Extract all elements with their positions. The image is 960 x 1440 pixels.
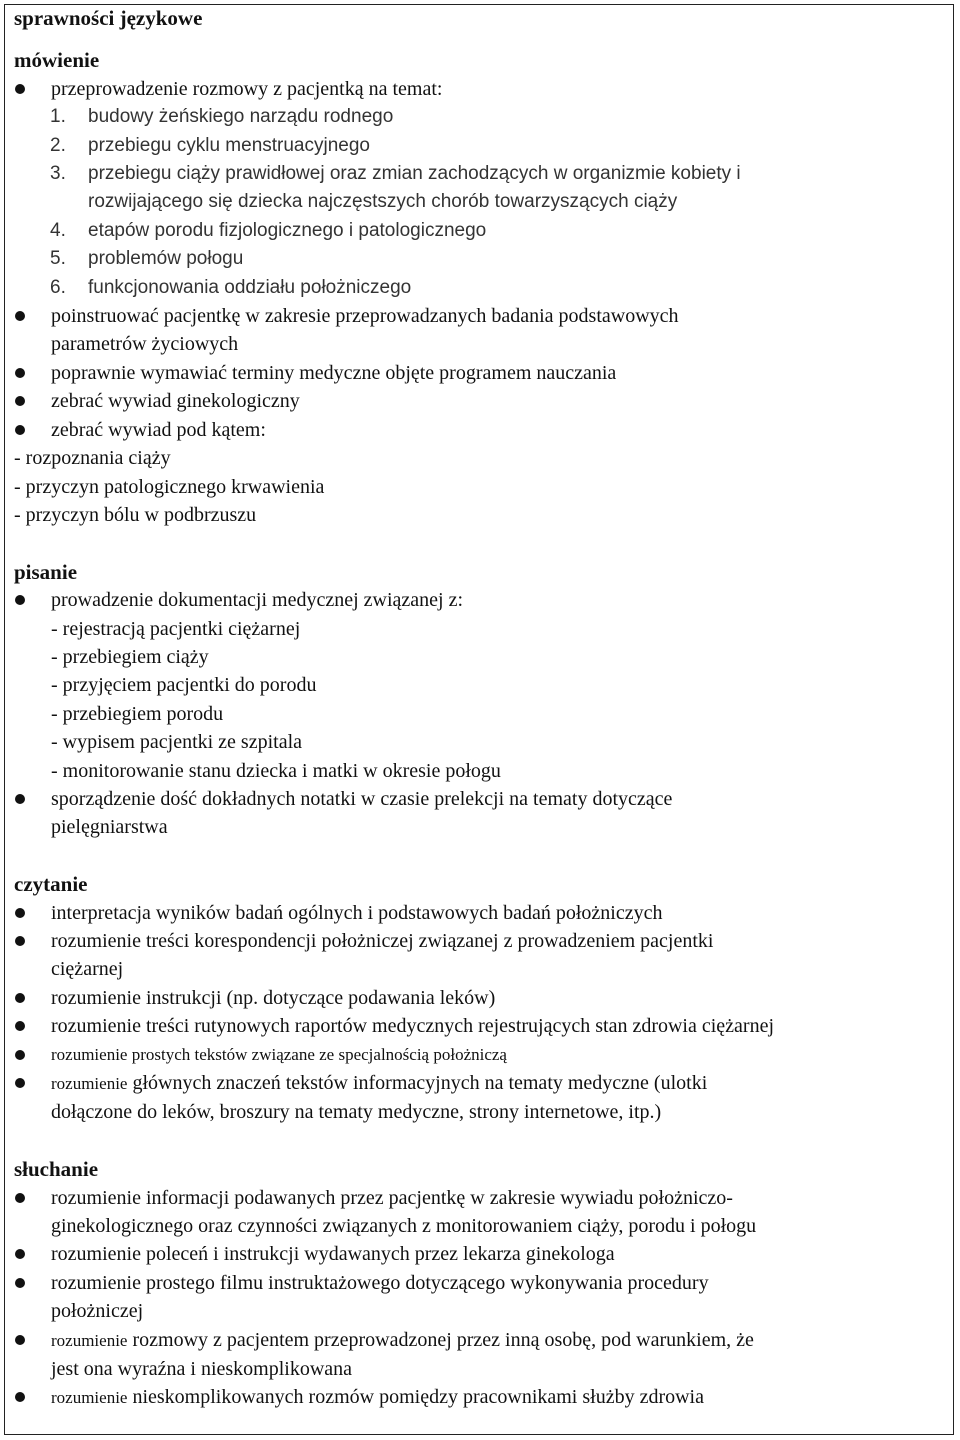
bullet-icon xyxy=(15,84,25,94)
bullet-icon xyxy=(15,396,25,406)
bullet-line xyxy=(51,1184,949,1212)
bullet-icon xyxy=(15,1050,25,1060)
bullet-icon xyxy=(15,425,25,435)
bullet-text: prowadzenie dokumentacji medycznej związanej z: xyxy=(51,589,464,612)
bullet-line xyxy=(51,1069,949,1098)
bullet-line xyxy=(51,1326,949,1355)
bullet-item xyxy=(14,586,949,614)
bullet-text: sporządzenie dość dokładnych notatki w czasie prelekcji na tematy dotyczące xyxy=(51,787,673,810)
bullet-text: położniczej xyxy=(51,1300,144,1323)
item-text: etapów porodu fizjologicznego i patologicznego xyxy=(88,219,487,241)
numbered-item xyxy=(14,245,949,273)
numbered-item xyxy=(14,274,949,302)
bullet-line xyxy=(51,359,949,387)
dash-item: - przebiegiem ciąży xyxy=(51,645,209,668)
item-number: 4. xyxy=(50,219,66,241)
bullet-item xyxy=(14,1184,949,1241)
bullet-line xyxy=(51,416,949,444)
section-gap xyxy=(14,529,949,557)
item-text: przebiegu cyklu menstruacyjnego xyxy=(88,134,370,156)
bullet-icon xyxy=(15,1278,25,1288)
bullet-text: rozumienie treści korespondencji położniczej związanej z prowadzeniem pacjentki xyxy=(51,929,714,952)
bullet-item xyxy=(14,1012,949,1040)
bullet-text: zebrać wywiad pod kątem: xyxy=(51,418,266,441)
numbered-item xyxy=(14,188,949,216)
bullet-icon xyxy=(15,311,25,321)
bullet-text: rozumienie prostych tekstów związane ze specjalnością położniczą xyxy=(51,1044,507,1064)
item-text: rozwijającego się dziecka najczęstszych chorób towarzyszących ciąży xyxy=(88,191,678,213)
dash-item: - monitorowanie stanu dziecka i matki w okresie połogu xyxy=(51,759,501,782)
item-text: funkcjonowania oddziału położniczego xyxy=(88,276,412,298)
bullet-line xyxy=(51,899,949,927)
bullet-line xyxy=(51,1041,949,1069)
bullet-text: rozmowy z pacjentem przeprowadzonej przez inną osobę, pod warunkiem, że xyxy=(127,1328,754,1351)
dash-item: - wypisem pacjentki ze szpitala xyxy=(51,731,303,754)
bullet-icon xyxy=(15,1249,25,1259)
bullet-line xyxy=(51,1383,949,1412)
bullet-text: jest ona wyraźna i nieskomplikowana xyxy=(51,1358,353,1381)
bullet-item xyxy=(14,302,949,359)
section-gap xyxy=(14,842,949,870)
bullet-line xyxy=(51,1297,949,1325)
page-title: sprawności językowe xyxy=(14,6,203,30)
item-number: 2. xyxy=(50,134,66,156)
bullet-line xyxy=(51,1240,949,1268)
bullet-text: interpretacja wyników badań ogólnych i podstawowych badań położniczych xyxy=(51,901,663,924)
item-number: 5. xyxy=(50,248,66,270)
section-heading: mówienie xyxy=(14,48,100,73)
bullet-item xyxy=(14,1383,949,1412)
bullet-text: nieskomplikowanych rozmów pomiędzy pracownikami służby zdrowia xyxy=(127,1386,704,1409)
item-number: 6. xyxy=(50,276,66,298)
bullet-text: głównych znaczeń tekstów informacyjnych na tematy medyczne (ulotki xyxy=(127,1072,708,1094)
numbered-item xyxy=(14,132,949,160)
bullet-item xyxy=(14,387,949,415)
bullet-text: rozumienie prostego filmu instruktażowego dotyczącego wykonywania procedury xyxy=(51,1271,709,1294)
bullet-line xyxy=(51,1355,949,1383)
bullet-text: poinstruować pacjentkę w zakresie przeprowadzanych badania podstawowych xyxy=(51,305,679,328)
bullet-prefix: rozumienie xyxy=(51,1388,128,1408)
dash-item: - rozpoznania ciąży xyxy=(14,447,171,470)
section-heading: czytanie xyxy=(14,872,88,897)
bullet-item xyxy=(14,1041,949,1069)
numbered-item xyxy=(14,160,949,188)
bullet-text: rozumienie informacji podawanych przez pacjentkę w zakresie wywiadu położniczo- xyxy=(51,1186,733,1209)
bullet-icon xyxy=(15,794,25,804)
item-number: 3. xyxy=(50,163,66,185)
document-body xyxy=(14,4,949,1413)
bullet-icon xyxy=(15,1078,25,1088)
bullet-line xyxy=(51,1212,949,1240)
bullet-text: rozumienie poleceń i instrukcji wydawanych przez lekarza ginekologa xyxy=(51,1243,615,1266)
bullet-text: poprawnie wymawiać terminy medyczne objęte programem nauczania xyxy=(51,361,617,384)
bullet-icon xyxy=(15,1021,25,1031)
item-text: przebiegu ciąży prawidłowej oraz zmian zachodzących w organizmie kobiety i xyxy=(88,163,741,185)
bullet-line xyxy=(51,586,949,614)
bullet-item xyxy=(14,899,949,927)
bullet-line xyxy=(51,1098,949,1126)
bullet-line xyxy=(51,330,949,358)
bullet-icon xyxy=(15,1193,25,1203)
item-number: 1. xyxy=(50,106,66,128)
bullet-line xyxy=(51,302,949,330)
bullet-line xyxy=(51,785,949,813)
bullet-prefix: rozumienie xyxy=(51,1074,128,1093)
bullet-line xyxy=(51,984,949,1012)
bullet-item xyxy=(14,984,949,1012)
section-heading: słuchanie xyxy=(14,1157,99,1182)
bullet-item xyxy=(14,1269,949,1326)
bullet-icon xyxy=(15,993,25,1003)
item-text: problemów połogu xyxy=(88,248,244,270)
item-text: budowy żeńskiego narządu rodnego xyxy=(88,106,394,128)
dash-item: - przyjęciem pacjentki do porodu xyxy=(51,674,317,697)
dash-item: - rejestracją pacjentki ciężarnej xyxy=(51,617,301,640)
bullet-line xyxy=(51,955,949,983)
bullet-text: dołączone do leków, broszury na tematy medyczne, strony internetowe, itp.) xyxy=(51,1101,662,1124)
bullet-text: rozumienie treści rutynowych raportów medycznych rejestrujących stan zdrowia ciężarnej xyxy=(51,1015,775,1038)
numbered-item xyxy=(14,217,949,245)
section-heading: pisanie xyxy=(14,559,78,584)
dash-item: - przyczyn patologicznego krwawienia xyxy=(14,475,325,498)
dash-item: - przyczyn bólu w podbrzuszu xyxy=(14,503,257,526)
bullet-line xyxy=(51,813,949,841)
bullet-line xyxy=(51,1012,949,1040)
bullet-line xyxy=(51,927,949,955)
bullet-line xyxy=(51,75,949,103)
bullet-item xyxy=(14,416,949,444)
sections-container xyxy=(14,46,949,1412)
section-0 xyxy=(14,46,949,529)
bullet-item xyxy=(14,1240,949,1268)
section-2 xyxy=(14,842,949,1127)
bullet-item xyxy=(14,1069,949,1127)
bullet-icon xyxy=(15,368,25,378)
bullet-item xyxy=(14,927,949,984)
bullet-line xyxy=(51,1269,949,1297)
bullet-text: pielęgniarstwa xyxy=(51,816,168,839)
bullet-text: ciężarnej xyxy=(51,958,124,981)
section-1 xyxy=(14,529,949,841)
bullet-item xyxy=(14,359,949,387)
dash-item: - przebiegiem porodu xyxy=(51,702,224,725)
bullet-item xyxy=(14,785,949,842)
spacer xyxy=(14,32,949,46)
bullet-icon xyxy=(15,595,25,605)
bullet-text: rozumienie instrukcji (np. dotyczące podawania leków) xyxy=(51,986,496,1009)
bullet-icon xyxy=(15,936,25,946)
numbered-item xyxy=(14,103,949,131)
section-3 xyxy=(14,1127,949,1413)
bullet-text: zebrać wywiad ginekologiczny xyxy=(51,390,300,413)
bullet-line xyxy=(51,387,949,415)
bullet-icon xyxy=(15,908,25,918)
bullet-icon xyxy=(15,1335,25,1345)
bullet-item xyxy=(14,75,949,103)
bullet-item xyxy=(14,1326,949,1384)
bullet-text: przeprowadzenie rozmowy z pacjentką na temat: xyxy=(51,77,443,100)
bullet-text: parametrów życiowych xyxy=(51,333,239,356)
bullet-text: ginekologicznego oraz czynności związanych z monitorowaniem ciąży, porodu i połogu xyxy=(51,1215,757,1238)
section-gap xyxy=(14,1127,949,1155)
bullet-prefix: rozumienie xyxy=(51,1330,128,1350)
bullet-icon xyxy=(15,1392,25,1402)
